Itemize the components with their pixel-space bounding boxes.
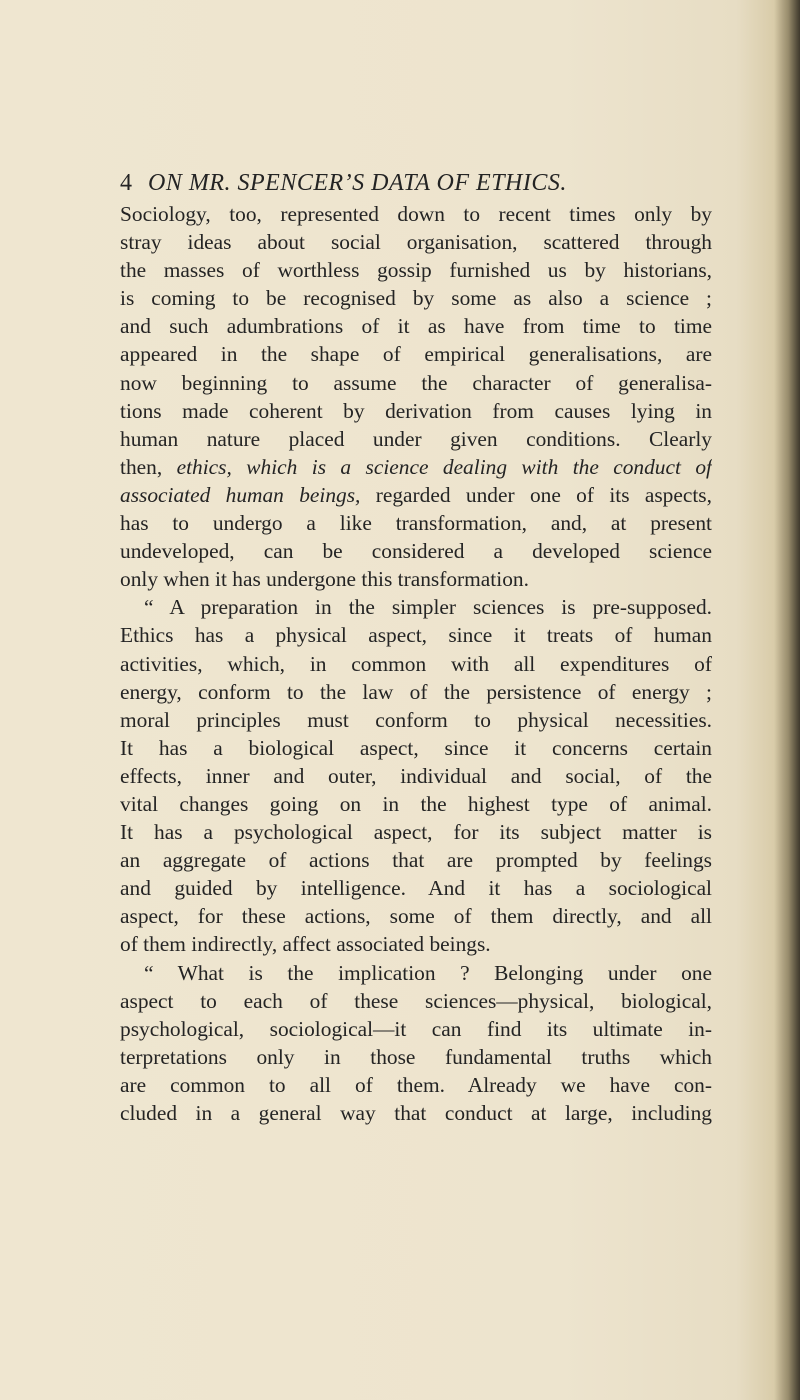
text-line: now beginning to assume the character of generalisa- <box>120 370 712 395</box>
text-line: “ A preparation in the simpler sciences is pre-supposed. <box>144 595 712 620</box>
page-edge-shadow <box>774 0 800 1400</box>
text-line: energy, conform to the law of the persistence of energy ; <box>120 679 712 704</box>
text-line: and guided by intelligence. And it has a sociological <box>120 876 712 901</box>
text-line: Ethics has a physical aspect, since it treats of human <box>120 623 712 648</box>
italic-span: associated human beings, <box>120 482 361 507</box>
text-line: effects, inner and outer, individual and social, of the <box>120 763 712 788</box>
text-line: human nature placed under given conditions. Clearly <box>120 426 712 451</box>
text-line: are common to all of them. Already we have con- <box>120 1072 712 1097</box>
text-span: regarded under one of its aspects, <box>360 482 712 507</box>
text-line-mixed <box>120 481 712 509</box>
text-line: moral principles must conform to physical necessities. <box>120 707 712 732</box>
text-line: tions made coherent by derivation from causes lying in <box>120 398 712 423</box>
text-line: Sociology, too, represented down to recent times only by <box>120 202 712 226</box>
text-line: aspect, for these actions, some of them directly, and all <box>120 904 712 929</box>
body-text <box>120 200 712 1127</box>
text-line: aspect to each of these sciences—physical, biological, <box>120 988 712 1013</box>
text-span: then, <box>120 454 177 479</box>
text-line: the masses of worthless gossip furnished us by historians, <box>120 258 712 283</box>
text-line: and such adumbrations of it as have from time to time <box>120 314 712 339</box>
text-line: undeveloped, can be considered a developed science <box>120 539 712 564</box>
text-line: It has a psychological aspect, for its subject matter is <box>120 820 712 845</box>
text-line: of them indirectly, affect associated beings. <box>120 932 491 957</box>
text-line: stray ideas about social organisation, scattered through <box>120 230 712 255</box>
italic-span: ethics, which is a science dealing with the conduct of <box>176 454 712 479</box>
text-line: terpretations only in those fundamental truths which <box>120 1044 712 1069</box>
text-line: is coming to be recognised by some as also a science ; <box>120 286 712 311</box>
text-line-mixed <box>120 453 712 481</box>
text-line: psychological, sociological—it can find its ultimate in- <box>120 1016 712 1041</box>
page-number: 4 <box>120 170 133 196</box>
text-line: has to undergo a like transformation, and, at present <box>120 511 712 536</box>
text-line: cluded in a general way that conduct at large, including <box>120 1101 712 1125</box>
text-line: “ What is the implication ? Belonging under one <box>144 960 712 985</box>
text-line: It has a biological aspect, since it concerns certain <box>120 735 712 760</box>
text-line: an aggregate of actions that are prompted by feelings <box>120 848 712 873</box>
text-line: appeared in the shape of empirical generalisations, are <box>120 342 712 367</box>
running-head <box>120 166 680 200</box>
text-line: vital changes going on in the highest type of animal. <box>120 791 712 816</box>
running-title: ON MR. SPENCER’S DATA OF ETHICS. <box>148 170 567 196</box>
text-line: only when it has undergone this transformation. <box>120 567 529 592</box>
text-line: activities, which, in common with all expenditures of <box>120 651 712 676</box>
